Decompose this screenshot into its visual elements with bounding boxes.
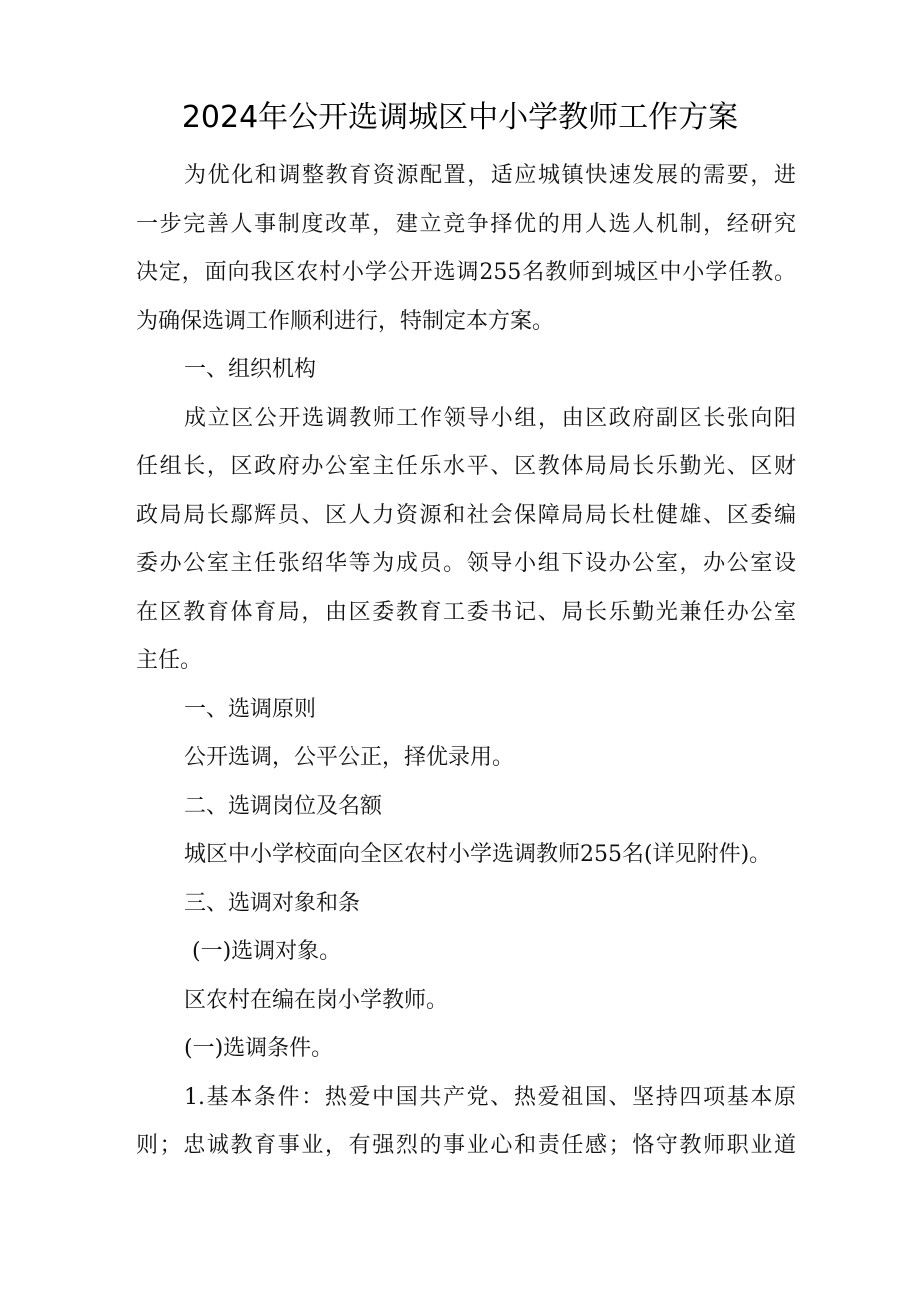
- section-heading: 一、选调原则: [184, 696, 317, 722]
- section-heading: 二、选调岗位及名额: [184, 793, 383, 819]
- paragraph-line: 1.基本条件：热爱中国共产党、热爱祖国、坚持四项基本原: [184, 1084, 796, 1110]
- paragraph-line: 为确保选调工作顺利进行，特制定本方案。: [136, 308, 555, 334]
- paragraph-line: 政局局长鄢辉员、区人力资源和社会保障局局长杜健雄、区委编: [136, 502, 796, 528]
- paragraph-line: 则；忠诚教育事业，有强烈的事业心和责任感；恪守教师职业道: [136, 1133, 796, 1158]
- section-heading: 一、组织机构: [184, 357, 317, 382]
- document-body: [136, 152, 796, 1171]
- subsection-heading: (一)选调对象。: [192, 939, 342, 964]
- paragraph-line: 在区教育体育局，由区委教育工委书记、局长乐勤光兼任办公室: [136, 599, 796, 625]
- paragraph-line: 任组长，区政府办公室主任乐水平、区教体局局长乐勤光、区财: [136, 454, 796, 479]
- paragraph-line: 委办公室主任张绍华等为成员。领导小组下设办公室，办公室设: [136, 551, 796, 576]
- paragraph-line: 城区中小学校面向全区农村小学选调教师255名(详见附件)。: [184, 842, 772, 867]
- paragraph-line: 为优化和调整教育资源配置，适应城镇快速发展的需要，进: [184, 163, 796, 188]
- section-heading: 三、选调对象和条: [184, 890, 361, 916]
- paragraph-line: 成立区公开选调教师工作领导小组，由区政府副区长张向阳: [184, 405, 796, 431]
- paragraph-line: 一步完善人事制度改革，建立竞争择优的用人选人机制，经研究: [136, 211, 796, 237]
- paragraph-line: 公开选调，公平公正，择优录用。: [184, 745, 515, 770]
- subsection-heading: (一)选调条件。: [184, 1036, 334, 1061]
- document-title: 2024年公开选调城区中小学教师工作方案: [181, 100, 739, 135]
- paragraph-line: 主任。: [136, 648, 203, 673]
- paragraph-line: 决定，面向我区农村小学公开选调255名教师到城区中小学任教。: [136, 260, 796, 285]
- paragraph-line: 区农村在编在岗小学教师。: [184, 987, 449, 1013]
